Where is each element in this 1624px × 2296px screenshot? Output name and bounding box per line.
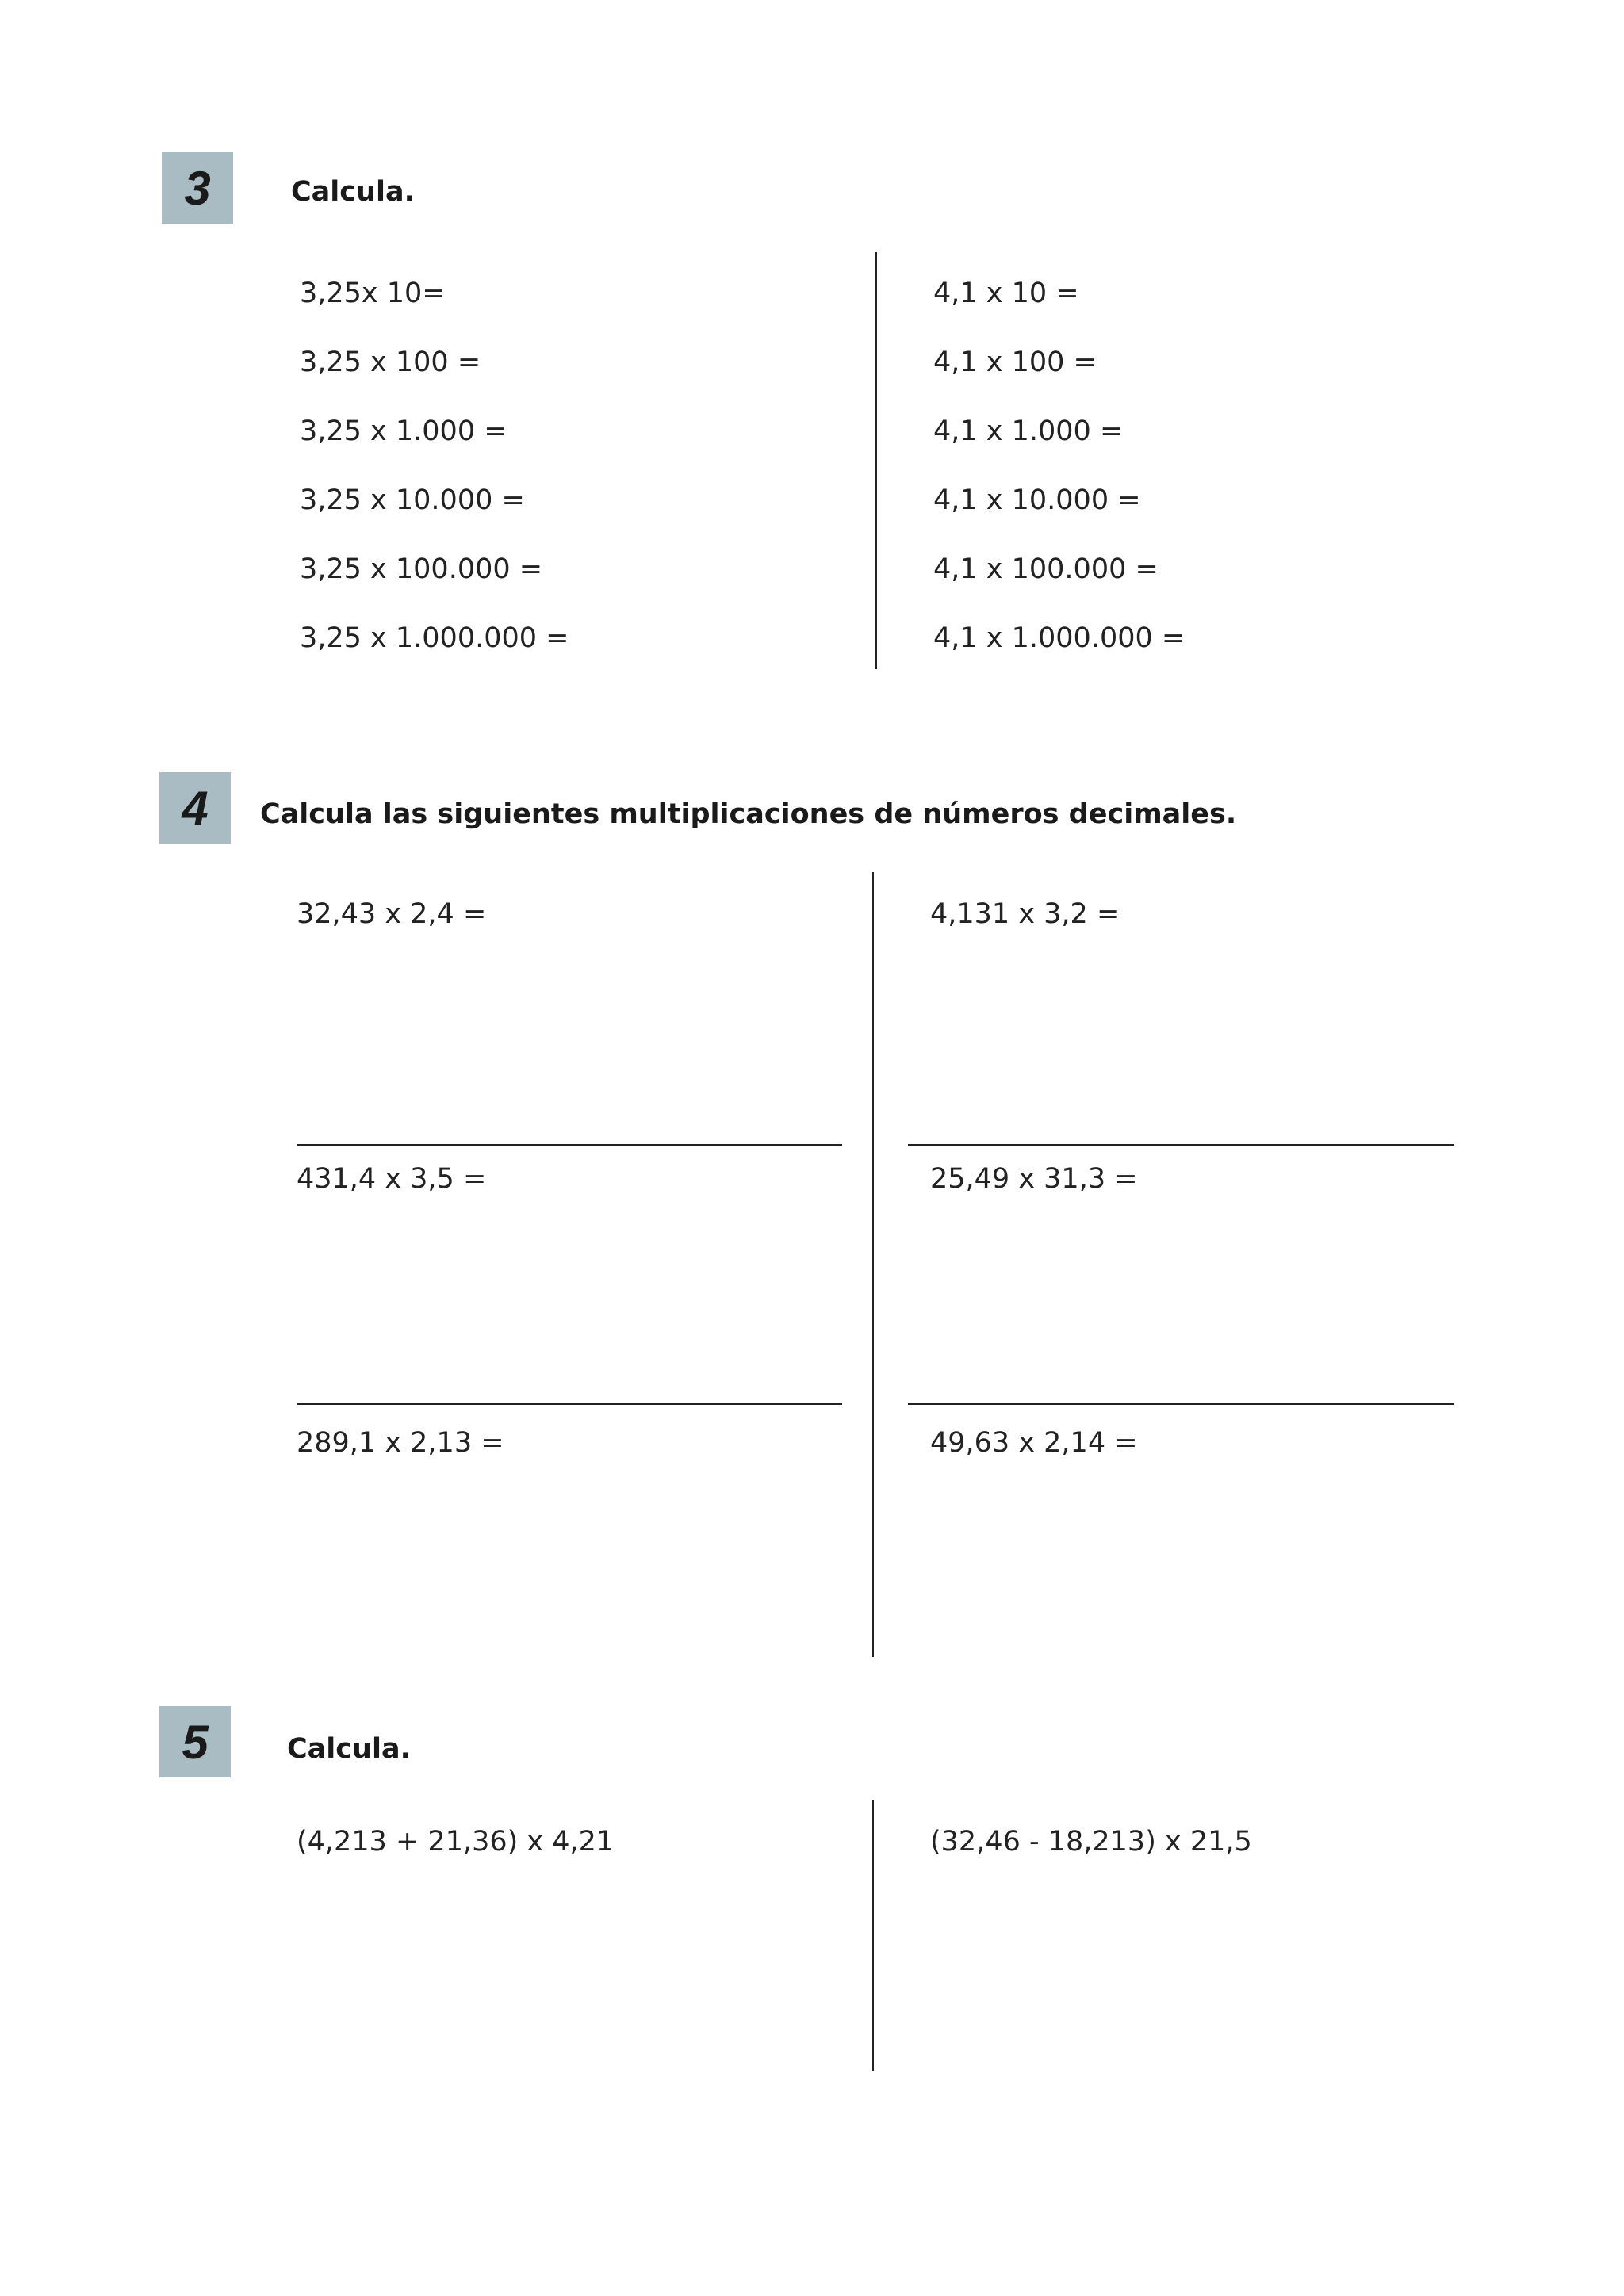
ex3-left-item: 3,25 x 1.000 =: [300, 415, 508, 447]
ex3-left-item: 3,25 x 1.000.000 =: [300, 622, 569, 654]
exercise-4-title: Calcula las siguientes multiplicaciones de números decimales.: [260, 798, 1237, 830]
ex3-left-item: 3,25 x 100 =: [300, 346, 481, 378]
ex3-right-item: 4,1 x 10 =: [933, 277, 1079, 309]
ex4-column-divider: [872, 872, 874, 1657]
exercise-5-title: Calcula.: [287, 1733, 411, 1765]
ex4-row-separator: [908, 1144, 1454, 1146]
exercise-5-number: 5: [182, 1715, 209, 1769]
ex5-column-divider: [872, 1800, 874, 2071]
ex4-left-item: 289,1 x 2,13 =: [297, 1427, 504, 1459]
ex4-right-item: 49,63 x 2,14 =: [930, 1427, 1138, 1459]
ex5-left-item: (4,213 + 21,36) x 4,21: [297, 1826, 615, 1858]
ex3-column-divider: [875, 252, 877, 669]
ex3-right-item: 4,1 x 10.000 =: [933, 484, 1141, 516]
ex4-row-separator: [297, 1403, 842, 1405]
ex3-right-item: 4,1 x 1.000.000 =: [933, 622, 1185, 654]
exercise-4-number: 4: [182, 781, 209, 835]
exercise-3-number: 3: [184, 161, 211, 215]
ex3-right-item: 4,1 x 1.000 =: [933, 415, 1124, 447]
ex4-left-item: 32,43 x 2,4 =: [297, 898, 487, 930]
ex4-right-item: 25,49 x 31,3 =: [930, 1163, 1138, 1195]
ex3-right-item: 4,1 x 100 =: [933, 346, 1097, 378]
ex3-left-item: 3,25 x 100.000 =: [300, 553, 543, 585]
exercise-4-badge: [159, 772, 231, 844]
ex3-left-item: 3,25 x 10.000 =: [300, 484, 525, 516]
ex3-right-item: 4,1 x 100.000 =: [933, 553, 1159, 585]
ex3-left-item: 3,25x 10=: [300, 277, 446, 309]
exercise-3-badge: [162, 152, 233, 224]
exercise-5-badge: [159, 1706, 231, 1777]
ex4-row-separator: [908, 1403, 1454, 1405]
ex4-right-item: 4,131 x 3,2 =: [930, 898, 1120, 930]
ex4-left-item: 431,4 x 3,5 =: [297, 1163, 487, 1195]
ex5-right-item: (32,46 - 18,213) x 21,5: [930, 1826, 1252, 1858]
exercise-3-title: Calcula.: [291, 176, 415, 208]
ex4-row-separator: [297, 1144, 842, 1146]
